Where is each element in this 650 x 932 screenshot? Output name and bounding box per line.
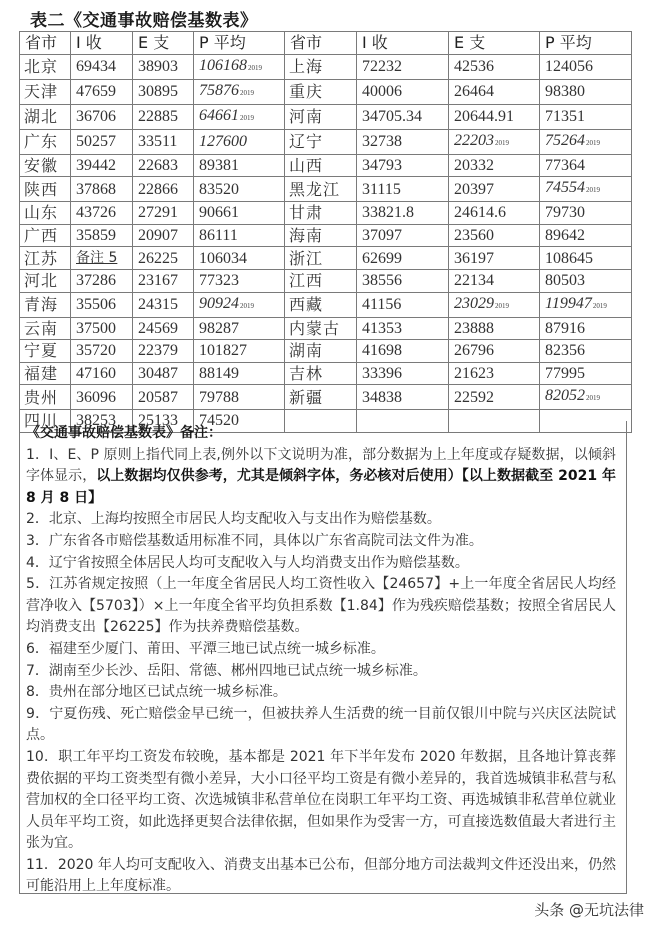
income-cell <box>71 224 133 247</box>
province-cell-value: 河北 <box>24 271 59 291</box>
average-cell-value: 83520 <box>199 180 239 198</box>
average-cell-value: 82356 <box>545 342 585 360</box>
average-cell-value: 86111 <box>199 226 238 244</box>
header-income: I 收 <box>357 32 449 55</box>
province-cell <box>285 292 357 317</box>
average-cell-value: 82052 <box>545 387 585 404</box>
income-cell-value: 35506 <box>76 296 116 313</box>
average-cell <box>540 247 632 270</box>
average-cell <box>540 177 632 202</box>
province-cell <box>285 385 357 410</box>
province-cell <box>20 79 71 104</box>
table-row <box>20 54 632 79</box>
average-cell-value: 71351 <box>545 108 585 125</box>
average-cell-value: 89642 <box>545 226 585 244</box>
average-cell-value: 77364 <box>545 156 585 174</box>
average-cell <box>194 317 285 340</box>
income-cell <box>357 79 449 104</box>
average-cell <box>194 340 285 363</box>
province-cell-value: 黑龙江 <box>289 179 341 199</box>
province-cell-value: 安徽 <box>24 155 59 175</box>
note-item-11: 11．2020 年人均可支配收入、消费支出基本已公布，但部分地方司法裁判文件还没出来，仍然可能沿用上上年度标准。 <box>26 856 616 895</box>
year-tag: 2019 <box>495 301 509 310</box>
province-cell-value: 贵州 <box>24 387 59 407</box>
average-cell <box>540 224 632 247</box>
expense-cell-value: 20907 <box>138 226 178 244</box>
expense-cell-value: 26464 <box>454 83 494 100</box>
expense-cell <box>449 202 540 225</box>
table-row <box>20 154 632 177</box>
expense-cell <box>133 224 194 247</box>
table-title: 表二《交通事故赔偿基数表》 <box>30 11 258 31</box>
expense-cell <box>449 79 540 104</box>
province-cell <box>285 317 357 340</box>
average-cell-value: 88149 <box>199 364 239 382</box>
average-cell <box>194 79 285 104</box>
average-cell-value: 119947 <box>545 294 592 312</box>
expense-cell-value: 21623 <box>454 364 494 382</box>
income-cell <box>71 177 133 202</box>
header-average: P 平均 <box>540 32 632 55</box>
expense-cell <box>449 247 540 270</box>
income-cell-value: 33396 <box>362 364 402 382</box>
province-cell <box>285 362 357 385</box>
province-cell <box>285 129 357 154</box>
table-row <box>20 79 632 104</box>
income-cell-value: 31115 <box>362 180 401 198</box>
average-cell <box>194 247 285 270</box>
expense-cell <box>449 362 540 385</box>
year-tag: 2019 <box>240 88 254 97</box>
province-cell <box>20 104 71 129</box>
province-cell-value: 陕西 <box>24 179 59 199</box>
average-cell-value: 89381 <box>199 156 239 174</box>
province-cell-value: 浙江 <box>289 248 324 268</box>
province-cell-value: 福建 <box>24 363 59 383</box>
expense-cell-value: 30895 <box>138 83 178 100</box>
average-cell <box>540 270 632 293</box>
expense-cell <box>133 129 194 154</box>
province-cell-value: 湖南 <box>289 341 324 361</box>
expense-cell <box>133 270 194 293</box>
average-cell-value: 87916 <box>545 319 585 337</box>
province-cell <box>285 224 357 247</box>
income-cell-value: 43726 <box>76 204 116 222</box>
expense-cell-value: 26796 <box>454 342 494 360</box>
average-cell <box>540 104 632 129</box>
expense-cell-value: 23167 <box>138 272 178 290</box>
average-cell-value: 98380 <box>545 83 585 100</box>
expense-cell <box>449 270 540 293</box>
income-cell <box>357 224 449 247</box>
income-cell-value: 40006 <box>362 83 402 100</box>
expense-cell-value: 42536 <box>454 58 494 75</box>
average-cell <box>194 292 285 317</box>
average-cell-value: 106168 <box>199 56 247 74</box>
average-cell <box>540 54 632 79</box>
average-cell <box>540 154 632 177</box>
province-cell-value: 山西 <box>289 155 324 175</box>
province-cell <box>20 385 71 410</box>
expense-cell-value: 24315 <box>138 296 178 313</box>
expense-cell <box>449 292 540 317</box>
income-cell-value: 36096 <box>76 388 116 406</box>
income-cell <box>357 202 449 225</box>
income-cell <box>71 154 133 177</box>
average-cell-value: 127600 <box>199 133 247 150</box>
income-cell-value: 33821.8 <box>362 204 414 222</box>
average-cell-value: 74520 <box>199 412 239 430</box>
expense-cell <box>449 385 540 410</box>
expense-cell-value: 22203 <box>454 131 494 149</box>
province-cell <box>20 362 71 385</box>
expense-cell <box>133 292 194 317</box>
income-cell-value: 41353 <box>362 319 402 337</box>
income-cell-value: 34705.34 <box>362 108 422 125</box>
note-1-text: 1．I、E、P 原则上指代同上表,例外以下文说明为准，部分数据为上上年度或存疑数据，以倾斜字体显示， <box>26 446 616 485</box>
average-cell-value: 79730 <box>545 204 585 222</box>
income-cell <box>357 247 449 270</box>
expense-cell-value: 20397 <box>454 180 494 198</box>
expense-cell <box>133 104 194 129</box>
header-province: 省市 <box>285 32 357 55</box>
table-row <box>20 340 632 363</box>
province-cell <box>20 202 71 225</box>
year-tag: 2019 <box>495 138 509 147</box>
average-cell-value: 90924 <box>199 294 239 312</box>
note-1-emphasis: 以上数据均仅供参考，尤其是倾斜字体，务必核对后使用）【以上数据截至 2021 年 8 月 8 日】 <box>26 468 617 506</box>
income-cell <box>357 340 449 363</box>
year-tag: 2019 <box>240 113 254 122</box>
average-cell <box>540 385 632 410</box>
province-cell <box>20 247 71 270</box>
expense-cell-value: 24614.6 <box>454 204 506 222</box>
income-cell <box>357 317 449 340</box>
province-cell-value: 上海 <box>289 57 324 76</box>
table-row <box>20 177 632 202</box>
income-cell-value: 37097 <box>362 226 402 244</box>
table-row <box>20 104 632 129</box>
table-header-row <box>20 32 632 55</box>
income-cell-value: 62699 <box>362 249 402 267</box>
average-cell <box>194 54 285 79</box>
expense-cell-value: 26225 <box>138 249 178 267</box>
expense-cell <box>449 317 540 340</box>
notes-list <box>26 509 616 898</box>
income-cell-value: 37500 <box>76 319 116 337</box>
income-cell <box>71 247 133 270</box>
notes-box <box>19 421 627 894</box>
province-cell <box>20 340 71 363</box>
expense-cell <box>449 340 540 363</box>
average-cell-value: 90661 <box>199 204 239 222</box>
income-cell <box>71 385 133 410</box>
income-cell <box>357 270 449 293</box>
expense-cell-value: 23029 <box>454 294 494 312</box>
province-cell-value: 山东 <box>24 203 59 223</box>
year-tag: 2019 <box>586 186 600 194</box>
average-cell <box>540 129 632 154</box>
average-cell-value: 101827 <box>199 342 247 360</box>
income-cell <box>357 362 449 385</box>
expense-cell-value: 22683 <box>138 156 178 174</box>
year-tag: 2019 <box>592 301 607 310</box>
note-item-5: 5．江苏省规定按照（上一年度全省居民人均工资性收入【24657】+上一年度全省居民人均经营净收入【5703】）×上一年度全省平均负担系数【1.84】作为残疾赔偿基数；按照全省居民人均消费支出【26225】作为扶养费赔偿基数。 <box>26 576 616 636</box>
province-cell-value: 内蒙古 <box>289 318 341 338</box>
note-item-9: 9．宁夏伤残、死亡赔偿金早已统一，但被扶养人生活费的统一目前仅银川中院与兴庆区法院试点。 <box>26 705 616 744</box>
year-tag: 2019 <box>248 63 262 72</box>
average-cell <box>194 385 285 410</box>
average-cell-value: 80503 <box>545 272 585 290</box>
header-province: 省市 <box>20 32 71 55</box>
province-cell <box>285 270 357 293</box>
notes-title: 《交通事故赔偿基数表》备注： <box>26 425 222 441</box>
income-cell-value: 50257 <box>76 133 116 150</box>
expense-cell-value: 30487 <box>138 364 178 382</box>
average-cell <box>540 317 632 340</box>
income-cell <box>357 292 449 317</box>
average-cell-value: 77995 <box>545 364 585 382</box>
average-cell-value: 106034 <box>199 249 247 267</box>
income-cell <box>71 104 133 129</box>
province-cell-value: 辽宁 <box>289 132 324 151</box>
expense-cell <box>133 202 194 225</box>
header-expense: E 支 <box>133 32 194 55</box>
expense-cell-value: 22134 <box>454 272 494 290</box>
average-cell <box>194 177 285 202</box>
expense-cell <box>133 154 194 177</box>
expense-cell-value: 20587 <box>138 388 178 406</box>
average-cell <box>194 154 285 177</box>
expense-cell-value: 23888 <box>454 319 494 337</box>
income-cell <box>71 202 133 225</box>
income-cell-value: 41698 <box>362 342 402 360</box>
note-item-6: 6．福建至少厦门、莆田、平潭三地已试点统一城乡标准。 <box>26 640 385 657</box>
province-cell <box>20 129 71 154</box>
province-cell <box>285 154 357 177</box>
expense-cell <box>133 177 194 202</box>
province-cell <box>285 202 357 225</box>
income-cell <box>71 340 133 363</box>
province-cell-value: 青海 <box>24 295 59 314</box>
province-cell-value: 四川 <box>24 411 59 431</box>
income-cell-value: 38556 <box>362 272 402 290</box>
expense-cell-value: 24569 <box>138 319 178 337</box>
province-cell-value: 北京 <box>24 57 59 76</box>
average-cell <box>194 129 285 154</box>
average-cell-value: 79788 <box>199 388 239 406</box>
income-cell <box>357 154 449 177</box>
province-cell-value: 天津 <box>24 82 59 101</box>
income-cell-value: 备注 5 <box>76 250 118 266</box>
year-tag: 2019 <box>586 138 600 147</box>
average-cell <box>194 362 285 385</box>
note-item-1 <box>26 445 616 510</box>
table-row <box>20 292 632 317</box>
province-cell-value: 广东 <box>24 132 59 151</box>
average-cell-value: 98287 <box>199 319 239 337</box>
table-row <box>20 362 632 385</box>
expense-cell-value: 22866 <box>138 180 178 198</box>
income-cell-value: 35720 <box>76 342 116 360</box>
expense-cell-value: 33511 <box>138 133 178 150</box>
table-row <box>20 317 632 340</box>
average-cell-value: 108645 <box>545 249 593 267</box>
average-cell <box>540 202 632 225</box>
expense-cell <box>449 224 540 247</box>
expense-cell <box>133 54 194 79</box>
table-row <box>20 385 632 410</box>
province-cell-value: 河南 <box>289 107 324 126</box>
province-cell <box>20 177 71 202</box>
province-cell <box>20 292 71 317</box>
average-cell <box>194 202 285 225</box>
average-cell <box>194 224 285 247</box>
province-cell <box>285 54 357 79</box>
province-cell-value: 重庆 <box>289 82 324 101</box>
average-cell-value: 75264 <box>545 131 585 149</box>
income-cell-value: 47160 <box>76 364 116 382</box>
expense-cell <box>449 54 540 79</box>
average-cell-value: 124056 <box>545 58 593 75</box>
watermark: 头条 @无坑法律 <box>534 901 644 919</box>
year-tag: 2019 <box>240 301 254 310</box>
province-cell-value: 西藏 <box>289 295 324 314</box>
province-cell-value: 云南 <box>24 318 59 338</box>
average-cell-value: 64661 <box>199 106 239 124</box>
income-cell-value: 69434 <box>76 58 116 75</box>
table-row <box>20 270 632 293</box>
income-cell-value: 32738 <box>362 133 402 150</box>
income-cell <box>71 270 133 293</box>
province-cell-value: 广西 <box>24 225 59 245</box>
income-cell-value: 34793 <box>362 156 402 174</box>
expense-cell-value: 22592 <box>454 388 494 406</box>
income-cell-value: 35859 <box>76 226 116 244</box>
expense-cell-value: 23560 <box>454 226 494 244</box>
average-cell <box>194 104 285 129</box>
province-cell <box>20 54 71 79</box>
income-cell-value: 41156 <box>362 296 402 313</box>
income-cell-value: 47659 <box>76 83 116 100</box>
average-cell <box>540 79 632 104</box>
province-cell <box>20 224 71 247</box>
note-item-2: 2．北京、上海均按照全市居民人均支配收入与支出作为赔偿基数。 <box>26 511 441 528</box>
province-cell <box>285 247 357 270</box>
expense-cell <box>133 247 194 270</box>
province-cell-value: 江西 <box>289 271 324 291</box>
average-cell <box>540 340 632 363</box>
income-cell <box>71 129 133 154</box>
province-cell-value: 江苏 <box>24 248 59 268</box>
average-cell <box>540 292 632 317</box>
note-item-4: 4．辽宁省按照全体居民人均可支配收入与人均消费支出作为赔偿基数。 <box>26 554 469 571</box>
note-item-8: 8．贵州在部分地区已试点统一城乡标准。 <box>26 684 287 701</box>
income-cell <box>71 292 133 317</box>
province-cell <box>285 104 357 129</box>
income-cell <box>71 54 133 79</box>
expense-cell-value: 38903 <box>138 58 178 75</box>
note-item-3: 3．广东省各市赔偿基数适用标准不同，具体以广东省高院司法文件为准。 <box>26 532 483 549</box>
expense-cell-value: 25133 <box>138 412 178 430</box>
note-item-7: 7．湖南至少长沙、岳阳、常德、郴州四地已试点统一城乡标准。 <box>26 662 427 679</box>
income-cell <box>357 129 449 154</box>
province-cell-value: 甘肃 <box>289 203 324 223</box>
expense-cell-value: 20644.91 <box>454 108 514 125</box>
income-cell-value: 37286 <box>76 272 116 290</box>
expense-cell-value: 22885 <box>138 108 178 125</box>
expense-cell <box>449 154 540 177</box>
table-row <box>20 202 632 225</box>
income-cell <box>357 54 449 79</box>
province-cell-value: 新疆 <box>289 387 324 407</box>
table-row <box>20 129 632 154</box>
compensation-base-table <box>19 31 632 433</box>
province-cell <box>285 177 357 202</box>
average-cell-value: 77323 <box>199 272 239 290</box>
average-cell <box>540 362 632 385</box>
table-row <box>20 247 632 270</box>
expense-cell-value: 36197 <box>454 249 494 267</box>
expense-cell <box>449 129 540 154</box>
header-average: P 平均 <box>194 32 285 55</box>
province-cell-value: 吉林 <box>289 363 324 383</box>
expense-cell <box>133 385 194 410</box>
expense-cell <box>133 317 194 340</box>
income-cell <box>71 362 133 385</box>
average-cell <box>194 270 285 293</box>
income-cell <box>357 385 449 410</box>
expense-cell <box>449 104 540 129</box>
income-cell <box>71 79 133 104</box>
expense-cell-value: 20332 <box>454 156 494 174</box>
province-cell <box>285 340 357 363</box>
income-cell-value: 38253 <box>76 412 116 430</box>
income-cell-value: 72232 <box>362 58 402 75</box>
income-cell <box>357 177 449 202</box>
expense-cell <box>133 79 194 104</box>
province-cell <box>20 154 71 177</box>
expense-cell-value: 22379 <box>138 342 178 360</box>
income-cell-value: 36706 <box>76 108 116 125</box>
province-cell <box>285 79 357 104</box>
table-row <box>20 224 632 247</box>
expense-cell <box>133 362 194 385</box>
province-cell-value: 海南 <box>289 225 324 245</box>
income-cell <box>71 317 133 340</box>
expense-cell-value: 27291 <box>138 204 178 222</box>
header-income: I 收 <box>71 32 133 55</box>
average-cell-value: 75876 <box>199 81 239 99</box>
income-cell <box>357 104 449 129</box>
province-cell-value: 宁夏 <box>24 341 59 361</box>
expense-cell <box>449 177 540 202</box>
income-cell-value: 34838 <box>362 388 402 406</box>
province-cell <box>20 270 71 293</box>
income-cell-value: 39442 <box>76 156 116 174</box>
header-expense: E 支 <box>449 32 540 55</box>
income-cell-value: 37868 <box>76 180 116 198</box>
average-cell-value: 74554 <box>545 179 585 196</box>
year-tag: 2019 <box>586 394 600 402</box>
expense-cell <box>133 340 194 363</box>
province-cell <box>20 317 71 340</box>
note-item-10: 10．职工年平均工资发布较晚，基本都是 2021 年下半年发布 2020 年数据，且各地计算丧葬费依据的平均工资类型有微小差异，大小口径平均工资是有微小差异的，我首选城镇非私营与私营加权的全口径平均工资、次选城镇非私营单位在岗职工年平均工资、再选城镇非私营单位就业人员年平均工资，如此选择更契合法律依据，但如果作为受害一方，可直接选数值最大者进行主张为宜。 <box>26 748 616 852</box>
province-cell-value: 湖北 <box>24 107 59 126</box>
